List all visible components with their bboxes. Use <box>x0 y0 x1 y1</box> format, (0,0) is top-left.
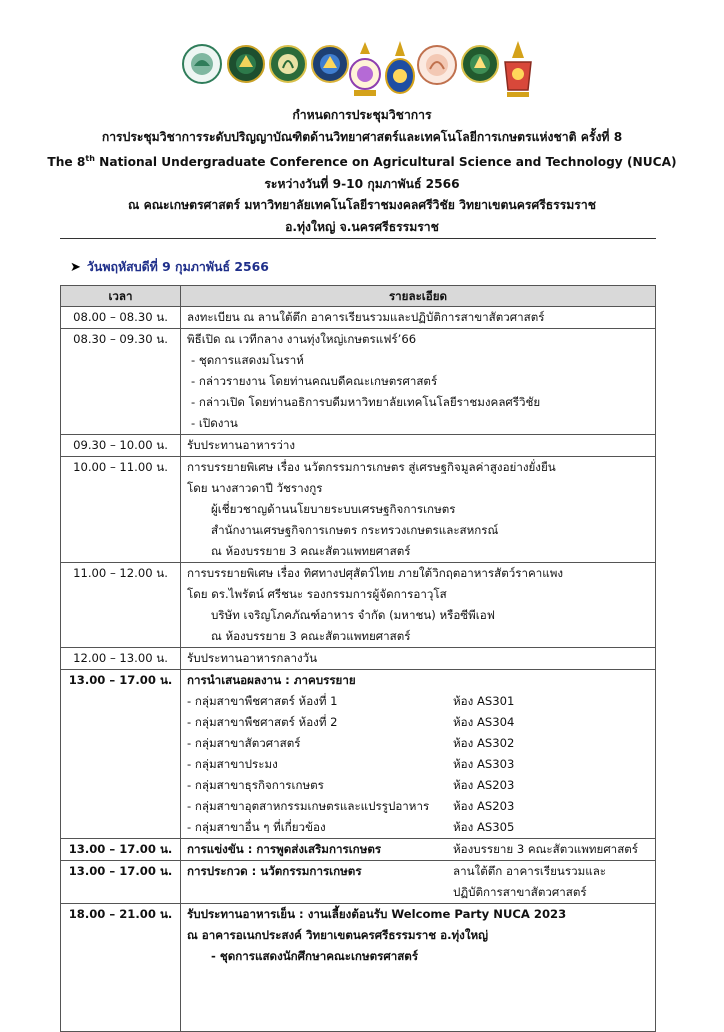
venue-line: ณ คณะเกษตรศาสตร์ มหาวิทยาลัยเทคโนโลยีราชมงคลศรีวิชัย วิทยาเขตนครศรีธรรมราช <box>128 198 596 213</box>
table-row <box>61 648 656 670</box>
detail-cell: การบรรยายพิเศษ เรื่อง ทิศทางปศุสัตว์ไทย ภายใต้วิกฤตอาหารสัตว์ราคาแพง โดย ดร.ไพรัตน์ ศรีชนะ รองกรรมการผู้จัดการอาวุโส บริษัท เจริญโภคภัณฑ์อาหาร จำกัด (มหาชน) หรือซีพีเอฟ ณ ห้องบรรยาย 3 คณะสัตวแพทยศาสตร์ <box>181 563 656 648</box>
time-cell: 09.30 – 10.00 น. <box>61 435 181 457</box>
table-row <box>61 457 656 563</box>
detail-cell: รับประทานอาหารเย็น : งานเลี้ยงต้อนรับ Welcome Party NUCA 2023 ณ อาคารอเนกประสงค์ วิทยาเขตนครศรีธรรมราช อ.ทุ่งใหญ่ - ชุดการแสดงนักศึกษาคณะเกษตรศาสตร์ <box>181 904 656 1032</box>
schedule-table <box>60 285 656 1032</box>
detail-cell: ลงทะเบียน ณ ลานใต้ตึก อาคารเรียนรวมและปฏิบัติการสาขาสัตวศาสตร์ <box>181 307 656 329</box>
time-cell: 11.00 – 12.00 น. <box>61 563 181 648</box>
detail-cell: การบรรยายพิเศษ เรื่อง นวัตกรรมการเกษตร สู่เศรษฐกิจมูลค่าสูงอย่างยั่งยืน โดย นางสาวดาปี วัชรางกูร ผู้เชี่ยวชาญด้านนโยบายระบบเศรษฐกิจการเกษตร สำนักงานเศรษฐกิจการเกษตร กระทรวงเกษตรและสหกรณ์ ณ ห้องบรรยาย 3 คณะสัตวแพทยศาสตร์ <box>181 457 656 563</box>
university-seal-logo-8 <box>460 40 500 84</box>
detail-cell: การประกวด : นวัตกรรมการเกษตร ลานใต้ตึก อาคารเรียนรวมและ ปฏิบัติการสาขาสัตวศาสตร์ <box>181 861 656 904</box>
time-cell: 13.00 – 17.00 น. <box>61 839 181 861</box>
table-row <box>61 435 656 457</box>
partner-logos <box>178 40 548 102</box>
session-item: - กลุ่มสาขาสัตวศาสตร์ ห้อง AS302 <box>187 736 515 750</box>
program-title: กำหนดการประชุมวิชาการ <box>292 108 432 122</box>
table-row <box>61 329 656 435</box>
day-heading: ➤ วันพฤหัสบดีที่ 9 กุมภาพันธ์ 2566 <box>70 259 269 275</box>
document-header <box>0 105 724 238</box>
conference-title-thai: การประชุมวิชาการระดับปริญญาบัณฑิตด้านวิทยาศาสตร์และเทคโนโลยีการเกษตรแห่งชาติ ครั้งที่ 8 <box>101 129 623 144</box>
time-cell: 10.00 – 11.00 น. <box>61 457 181 563</box>
table-row <box>61 839 656 861</box>
university-seal-logo-2 <box>226 40 266 84</box>
detail-cell: การนำเสนอผลงาน : ภาคบรรยาย - กลุ่มสาขาพืชศาสตร์ ห้องที่ 1 ห้อง AS301 - กลุ่มสาขาพืชศาสตร์ ห้องที่ 2 ห้อง AS304 - กลุ่มสาขาสัตวศาสตร์ ห้อง AS302 - กลุ่มสาขาประมง ห้อง AS303 - กลุ่มสาขาธุรกิจการเกษตร ห้อง AS203 - กลุ่มสาขาอุตสาหกรรมเกษตรและแปรรูปอาหาร ห้อง AS203 - กลุ่มสาขาอื่น ๆ ที่เกี่ยวข้อง ห้อง AS305 <box>181 670 656 839</box>
university-seal-logo-7 <box>416 40 458 86</box>
header-divider <box>60 238 656 239</box>
detail-cell: พิธีเปิด ณ เวทีกลาง งานทุ่งใหญ่เกษตรแฟร์’66 - ชุดการแสดงมโนราห์ - กล่าวรายงาน โดยท่านคณบดีคณะเกษตรศาสตร์ - กล่าวเปิด โดยท่านอธิการบดีมหาวิทยาลัยเทคโนโลยีราชมงคลศรีวิชัย - เปิดงาน <box>181 329 656 435</box>
table-row <box>61 563 656 648</box>
arrow-bullet-icon: ➤ <box>70 260 81 275</box>
university-seal-logo-4 <box>310 40 350 84</box>
table-row <box>61 670 656 839</box>
conference-title-english: The 8th National Undergraduate Conference on Agricultural Science and Technology (NUCA) <box>47 154 677 170</box>
table-row <box>61 307 656 329</box>
university-crest-logo-9 <box>500 40 536 100</box>
session-item: - กลุ่มสาขาพืชศาสตร์ ห้องที่ 2 ห้อง AS304 <box>187 715 515 729</box>
header-detail: รายละเอียด <box>181 286 656 307</box>
session-item: - กลุ่มสาขาพืชศาสตร์ ห้องที่ 1 ห้อง AS301 <box>187 694 515 708</box>
university-seal-logo-1 <box>180 40 224 84</box>
session-item: - กลุ่มสาขาธุรกิจการเกษตร ห้อง AS203 <box>187 778 515 792</box>
time-cell: 08.00 – 08.30 น. <box>61 307 181 329</box>
table-row <box>61 861 656 904</box>
time-cell: 18.00 – 21.00 น. <box>61 904 181 1032</box>
location-line: อ.ทุ่งใหญ่ จ.นครศรีธรรมราช <box>285 219 439 234</box>
table-row <box>61 904 656 1032</box>
session-item: - กลุ่มสาขาประมง ห้อง AS303 <box>187 757 515 771</box>
university-crest-logo-5 <box>348 40 382 98</box>
header-time: เวลา <box>61 286 181 307</box>
table-header-row <box>61 286 656 307</box>
time-cell: 13.00 – 17.00 น. <box>61 670 181 839</box>
time-cell: 12.00 – 13.00 น. <box>61 648 181 670</box>
conference-dates: ระหว่างวันที่ 9-10 กุมภาพันธ์ 2566 <box>264 176 460 191</box>
detail-cell: รับประทานอาหารว่าง <box>181 435 656 457</box>
session-item: - กลุ่มสาขาอุตสาหกรรมเกษตรและแปรรูปอาหาร ห้อง AS203 <box>187 799 515 813</box>
university-seal-logo-3 <box>268 40 308 84</box>
detail-cell: รับประทานอาหารกลางวัน <box>181 648 656 670</box>
time-cell: 08.30 – 09.30 น. <box>61 329 181 435</box>
detail-cell: การแข่งขัน : การพูดส่งเสริมการเกษตร ห้องบรรยาย 3 คณะสัตวแพทยศาสตร์ <box>181 839 656 861</box>
time-cell: 13.00 – 17.00 น. <box>61 861 181 904</box>
university-crest-logo-6 <box>384 40 416 100</box>
session-item: - กลุ่มสาขาอื่น ๆ ที่เกี่ยวข้อง ห้อง AS305 <box>187 820 515 834</box>
